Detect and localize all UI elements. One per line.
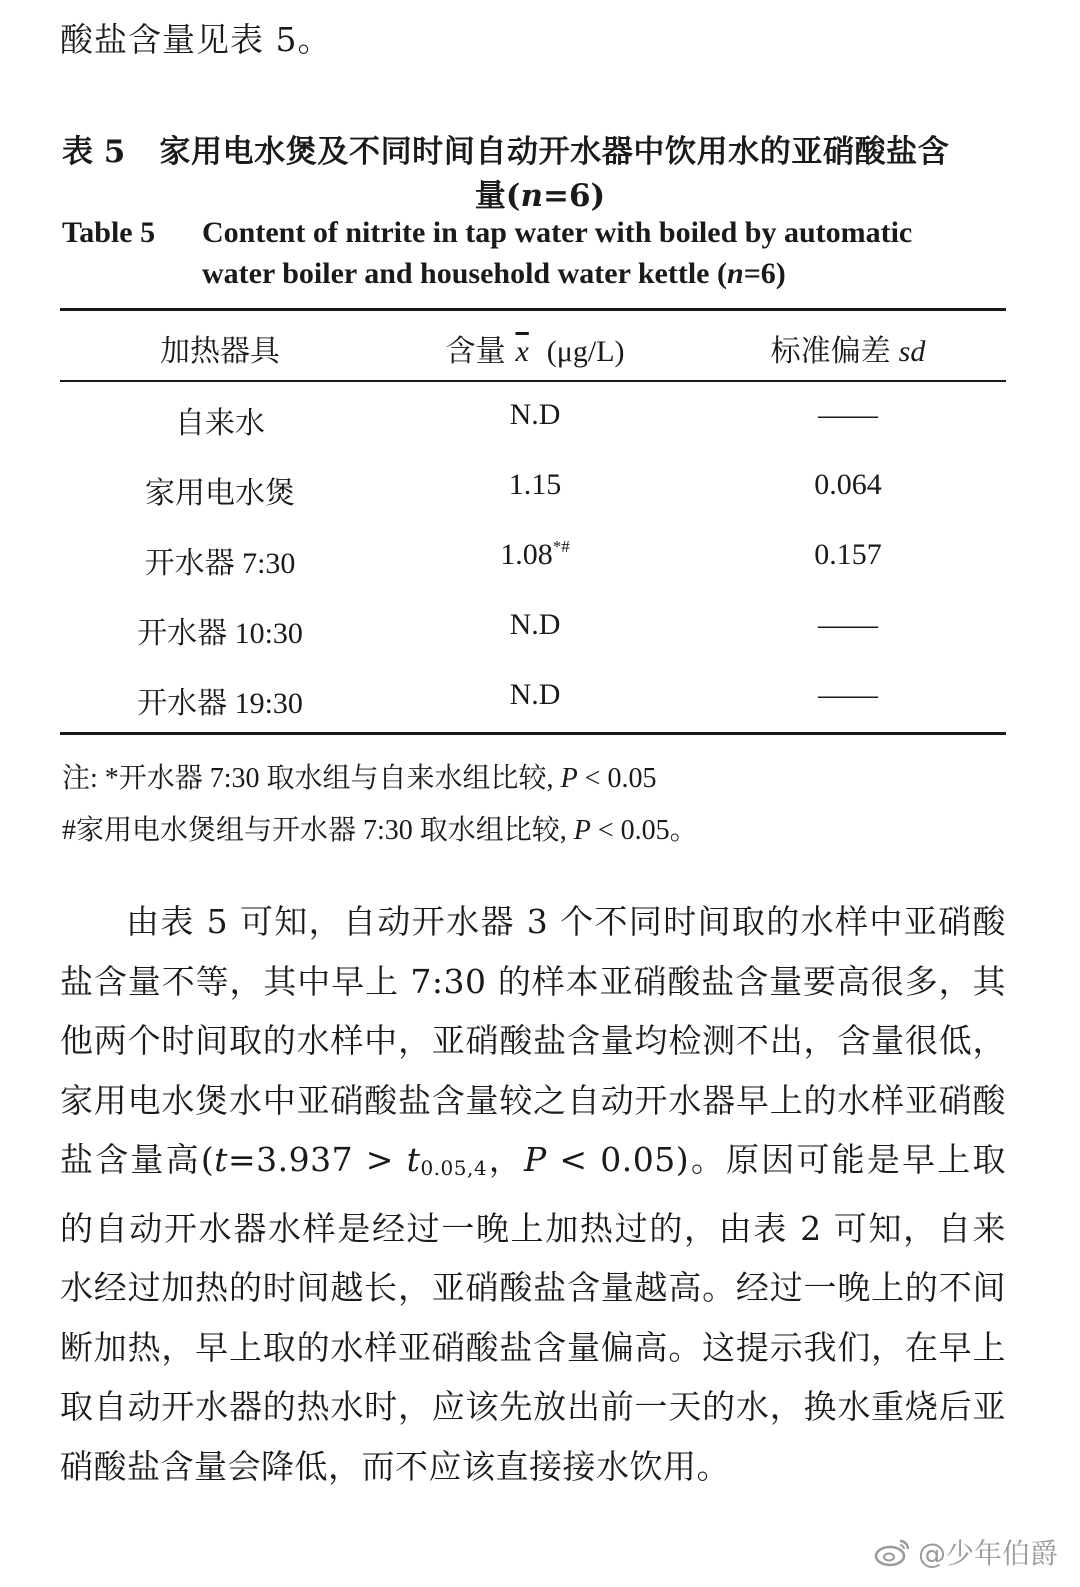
table-row-content: 1.15 [508,468,562,501]
table-row-device: 家用电水煲 [145,477,295,510]
table-row-content: N.D [509,608,561,641]
table-note-1: 注: *开水器 7:30 取水组与自来水组比较, P < 0.05 [62,763,657,794]
watermark [874,1532,1058,1572]
header-device: 加热器具 [160,335,280,368]
table-number-en: Table 5 [62,216,156,249]
table-top-rule [60,308,1006,311]
table-row-content: N.D [509,678,561,711]
table-title-cn: 家用电水煲及不同时间自动开水器中饮用水的亚硝酸盐含 [159,134,950,170]
lead-text: 酸盐含量见表 5。 [60,20,332,59]
table-caption-en [62,216,1002,250]
table-note-2: #家用电水煲组与开水器 7:30 取水组比较, P < 0.05。 [62,815,698,846]
table-header-rule [60,380,1006,382]
table-caption-cn-cont: 量(n=6) [474,178,606,214]
table-row-content: N.D [509,398,561,431]
mean-symbol: $\overline{x}$ [515,335,529,368]
header-content: 含量 $\overline{x}$ (μg/L) [445,335,625,368]
table-row-device: 开水器 19:30 [137,687,303,720]
table-row-sd: 0.064 [814,468,882,501]
table-row-device: 自来水 [175,407,265,440]
table-title-en: Content of nitrite in tap water with boiled by automatic [202,216,913,249]
table-caption-en-cont: water boiler and household water kettle (n=6) [202,257,786,290]
table-number-cn: 表 5 [62,134,126,170]
table-bottom-rule [60,732,1006,735]
watermark-text: @少年伯爵 [917,1537,1058,1570]
table-row-sd: 0.157 [814,538,882,571]
table-row-sd: —— [818,678,878,711]
table-row-sd: —— [818,608,878,641]
table-row-device: 开水器 10:30 [137,617,303,650]
table-row-sd: —— [818,398,878,431]
table-row-content: 1.08*# [500,537,570,571]
weibo-icon [874,1537,912,1567]
table-caption-cn [62,126,1002,171]
body-paragraph: 由表 5 可知，自动开水器 3 个不同时间取的水样中亚硝酸盐含量不等，其中早上 7:30 的样本亚硝酸盐含量要高很多，其他两个时间取的水样中，亚硝酸盐含量均检测不出，含量很低，家用电水煲水中亚硝酸盐含量较之自动开水器早上的水样亚硝酸盐含量高($t=3.937 > t_{0.05,4}$，P < 0.05)。原因可能是早上取的自动开水器水样是经过一晚上加热过的，由表 2 可知，自来水经过加热的时间越长，亚硝酸盐含量越高。经过一晚上的不间断加热，早上取的水样亚硝酸盐含量偏高。这提示我们，在早上取自动开水器的热水时，应该先放出前一天的水，换水重烧后亚硝酸盐含量会降低，而不应该直接接水饮用。 [60,902,1006,1486]
table-row-device: 开水器 7:30 [144,547,296,580]
header-sd: 标准偏差 sd [770,335,926,368]
